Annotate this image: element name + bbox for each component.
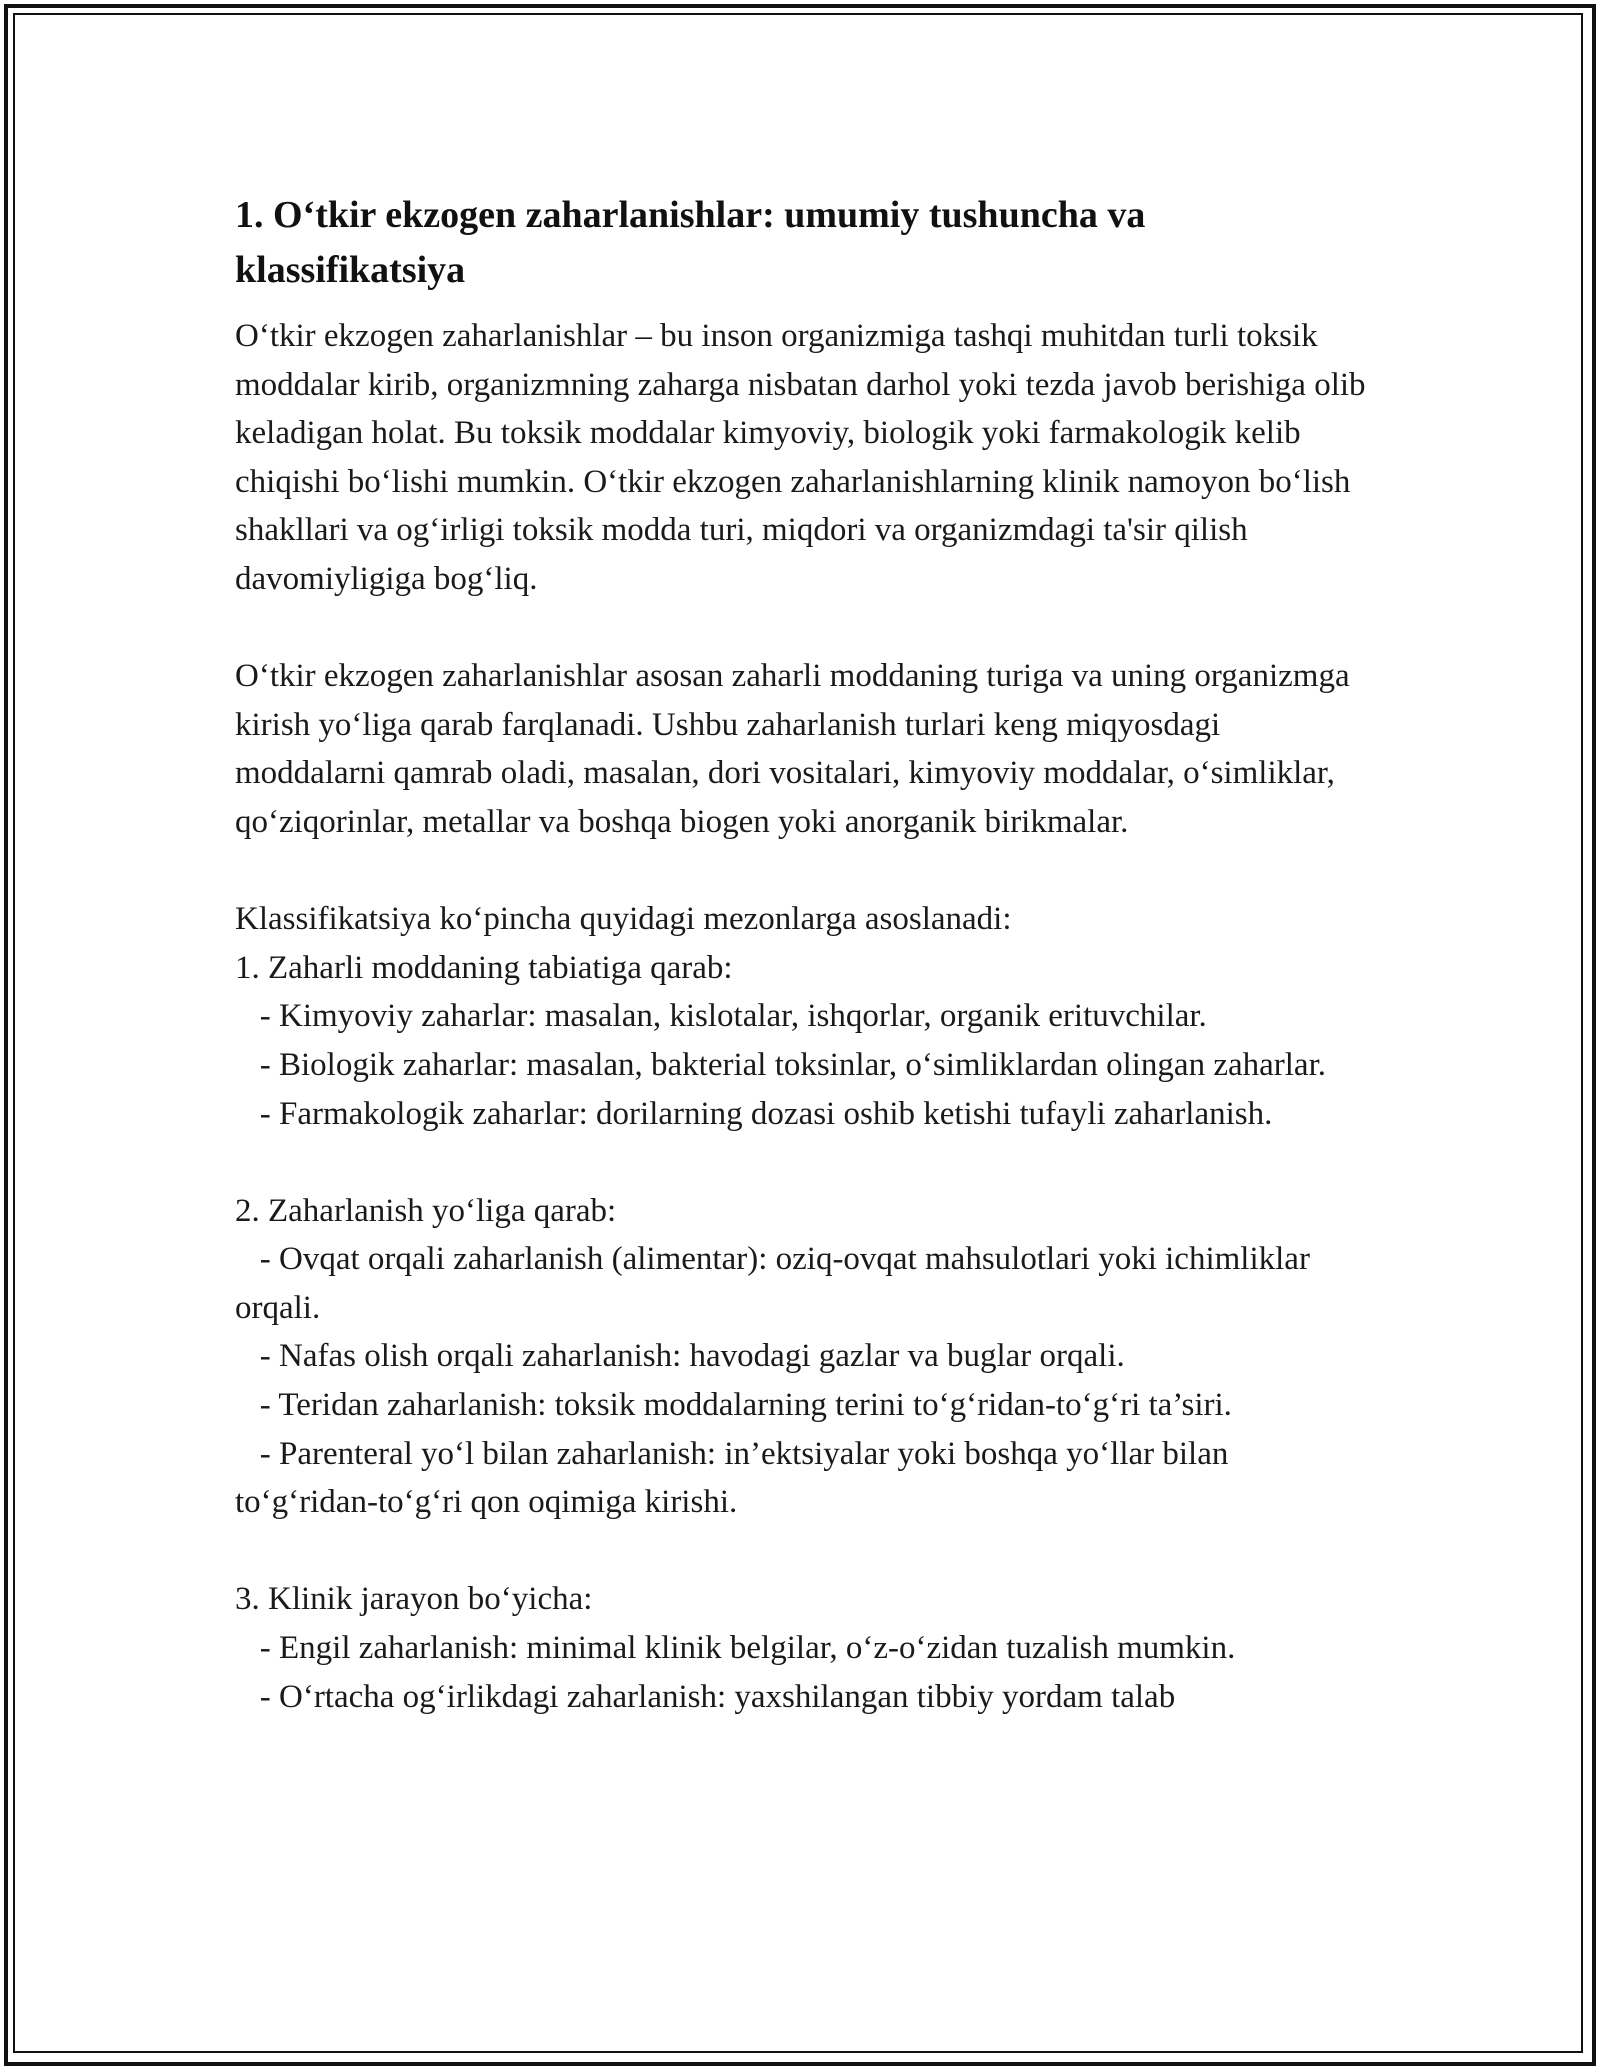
criteria-list [235,1624,1375,1721]
list-item: - Kimyoviy zaharlar: masalan, kislotalar, ishqorlar, organik erituvchilar. [235,992,1375,1041]
list-item: - Nafas olish orqali zaharlanish: havodagi gazlar va buglar orqali. [235,1332,1375,1381]
types-paragraph: O‘tkir ekzogen zaharlanishlar asosan zaharli moddaning turiga va uning organizmga kirish yo‘liga qarab farqlanadi. Ushbu zaharlanish turlari keng miqyosdagi moddalarni qamrab oladi, masalan, dori vositalari, kimyoviy moddalar, o‘simliklar, qo‘ziqorinlar, metallar va boshqa biogen yoki anorganik birikmalar. [235,658,1350,840]
list-item: - Ovqat orqali zaharlanish (alimentar): oziq-ovqat mahsulotlari yoki ichimliklar orqali. [235,1235,1375,1332]
list-item: - Parenteral yo‘l bilan zaharlanish: in’ektsiyalar yoki boshqa yo‘llar bilan to‘g‘ridan-to‘g‘ri qon oqimiga kirishi. [235,1430,1375,1527]
list-item: - O‘rtacha og‘irlikdagi zaharlanish: yaxshilangan tibbiy yordam talab [235,1673,1375,1722]
list-item: - Teridan zaharlanish: toksik moddalarning terini to‘g‘ridan-to‘g‘ri ta’siri. [235,1381,1375,1430]
section-heading: 1. O‘tkir ekzogen zaharlanishlar: umumiy tushuncha va klassifikatsiya [235,194,1146,291]
intro-paragraph: O‘tkir ekzogen zaharlanishlar – bu inson organizmiga tashqi muhitdan turli toksik moddalar kirib, organizmning zaharga nisbatan darhol yoki tezda javob berishiga olib keladigan holat. Bu toksik moddalar kimyoviy, biologik yoki farmakologik kelib chiqishi bo‘lishi mumkin. O‘tkir ekzogen zaharlanishlarning klinik namoyon bo‘lish shakllari va og‘irligi toksik modda turi, miqdori va organizmdagi ta'sir qilish davomiyligiga bog‘liq. [235,318,1366,597]
document-body [235,188,1375,1721]
criteria-group-clinical-course [235,1575,1375,1721]
criteria-group-title: 2. Zaharlanish yo‘liga qarab: [235,1192,617,1229]
criteria-group-substance-nature [235,944,1375,1138]
criteria-group-route [235,1187,1375,1527]
list-item: - Engil zaharlanish: minimal klinik belgilar, o‘z-o‘zidan tuzalish mumkin. [235,1624,1375,1673]
classification-intro: Klassifikatsiya ko‘pincha quyidagi mezonlarga asoslanadi: [235,901,1012,938]
list-item: - Farmakologik zaharlar: dorilarning dozasi oshib ketishi tufayli zaharlanish. [235,1090,1375,1139]
criteria-list [235,992,1375,1138]
criteria-group-title: 3. Klinik jarayon bo‘yicha: [235,1581,593,1618]
criteria-list [235,1235,1375,1527]
criteria-group-title: 1. Zaharli moddaning tabiatiga qarab: [235,949,733,986]
list-item: - Biologik zaharlar: masalan, bakterial toksinlar, o‘simliklardan olingan zaharlar. [235,1041,1375,1090]
